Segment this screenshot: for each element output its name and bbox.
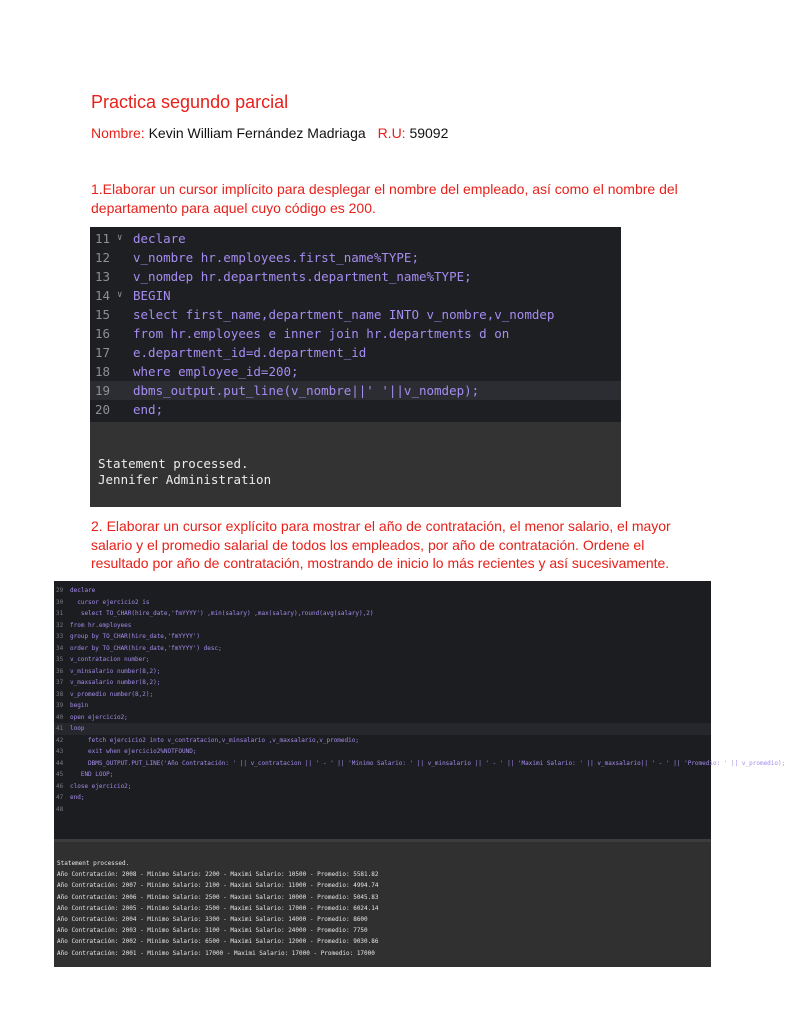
ru-value: 59092 [409, 125, 449, 141]
line-number: 30 [56, 598, 64, 606]
code-text: end; [70, 794, 85, 801]
code-line [54, 735, 711, 747]
code-line [54, 723, 711, 735]
question-1: 1.Elaborar un cursor implícito para desplegar el nombre del empleado, así como el nombre del departamento para aquel cuyo código es 200. [91, 181, 678, 216]
line-number: 32 [56, 621, 64, 629]
code-line [90, 324, 621, 343]
ru-label: R.U: [377, 125, 406, 141]
code-line [90, 362, 621, 381]
code-text: declare [70, 587, 96, 594]
line-number: 14 [95, 288, 111, 303]
code-line [54, 700, 711, 712]
output-line: Statement processed. [98, 456, 249, 471]
code-text: v_nomdep hr.departments.department_name%TYPE; [133, 269, 472, 284]
line-number: 12 [95, 250, 111, 265]
code-line [90, 343, 621, 362]
code-line [90, 305, 621, 324]
line-number: 33 [56, 633, 64, 640]
code-line [54, 769, 711, 781]
fold-chevron-icon: ∨ [117, 233, 123, 243]
output-line: Statement processed. [57, 860, 130, 867]
code-line [54, 758, 785, 770]
name-label: Nombre: [91, 125, 145, 141]
code-line [54, 712, 711, 724]
code-line [54, 804, 711, 816]
code-line [54, 792, 711, 804]
code-line [54, 654, 711, 666]
code-text: close ejercicio2; [70, 782, 132, 790]
code-text: declare [133, 231, 186, 246]
line-number: 41 [56, 725, 64, 732]
code-line [54, 689, 711, 701]
code-text: open ejercicio2; [70, 713, 128, 721]
code-text: v_maxsalario number(8,2); [70, 679, 161, 686]
line-number: 16 [95, 326, 111, 341]
code-line [90, 229, 621, 248]
line-number: 39 [56, 702, 64, 709]
student-info [91, 125, 448, 141]
code-line [54, 620, 711, 632]
line-number: 31 [56, 610, 64, 617]
name-value: Kevin William Fernández Madriaga [148, 125, 366, 141]
code-text: DBMS_OUTPUT.PUT_LINE('Año Contratación: ' || v_contratacion || ' - ' || 'Minimo Salario: ' || v_minsalario || ' - ' || 'Maximi Salario: ' || v_maxsalario|| ' - ' || 'Promedio: ' || v_promedio); [70, 759, 785, 767]
code-text: BEGIN [133, 288, 171, 303]
line-number: 46 [56, 782, 64, 790]
line-number: 15 [95, 307, 111, 322]
code-text: END LOOP; [70, 771, 114, 778]
code-line [54, 666, 711, 678]
code-text: fetch ejercicio2 into v_contratacion,v_minsalario ,v_maxsalario,v_promedio; [70, 736, 359, 744]
code-text: from hr.employees [70, 621, 132, 629]
code-line [54, 608, 711, 620]
question-2: 2. Elaborar un cursor explícito para mostrar el año de contratación, el menor salario, el mayor salario y el promedio salarial de todos los empleados, por año de contratación. Ordene el resultado por año de contratación, mostrando de inicio lo más recientes y así sucesivamente. [91, 518, 671, 571]
line-number: 42 [56, 736, 64, 744]
code-text: v_promedio number(8,2); [70, 690, 154, 698]
line-number: 47 [56, 794, 64, 801]
line-number: 37 [56, 679, 64, 686]
line-number: 19 [95, 383, 111, 398]
fold-chevron-icon: ∨ [117, 290, 123, 300]
code-text: order by TO_CHAR(hire_date,'fmYYYY') desc; [70, 644, 222, 652]
code-text: dbms_output.put_line(v_nombre||' '||v_nomdep); [133, 383, 480, 398]
line-number: 11 [95, 231, 111, 246]
output-line: Año Contratación: 2004 - Minimo Salario: 3300 - Maximi Salario: 14000 - Promedio: 8600 [57, 916, 368, 923]
line-number: 45 [56, 771, 64, 778]
code-line [90, 400, 621, 419]
output-line: Año Contratación: 2008 - Minimo Salario: 2200 - Maximi Salario: 10500 - Promedio: 5581.82 [57, 871, 379, 879]
line-number: 29 [56, 587, 64, 594]
code-text: v_contratacion number; [70, 656, 150, 663]
code-text: group by TO_CHAR(hire_date,'fmYYYY') [70, 633, 201, 640]
line-number: 48 [56, 805, 64, 813]
line-number: 43 [56, 748, 64, 755]
line-number: 18 [95, 364, 111, 379]
code-line [54, 677, 711, 689]
code-line [90, 286, 621, 305]
line-number: 13 [95, 269, 111, 284]
code-screenshot-1 [90, 227, 621, 507]
code-screenshot-2 [54, 581, 785, 967]
code-text: cursor ejercicio2 is [70, 598, 150, 606]
code-text: begin [70, 702, 89, 709]
line-number: 35 [56, 656, 64, 663]
output-line: Año Contratación: 2001 - Minimo Salario: 17000 - Maximi Salario: 17000 - Promedio: 17000 [57, 949, 375, 957]
code-text: exit when ejercicio2%NOTFOUND; [70, 748, 197, 755]
output-line: Jennifer Administration [98, 471, 272, 487]
code-text: v_nombre hr.employees.first_name%TYPE; [133, 250, 419, 265]
output-line: Año Contratación: 2007 - Minimo Salario: 2100 - Maximi Salario: 11000 - Promedio: 4994.74 [57, 882, 379, 890]
line-number: 38 [56, 690, 64, 698]
output-panel-1 [90, 422, 621, 507]
code-text: v_minsalario number(8,2); [70, 667, 161, 675]
code-editor-1 [90, 227, 621, 422]
code-line [54, 643, 711, 655]
code-text: select TO_CHAR(hire_date,'fmYYYY') ,min(salary) ,max(salary),round(avg(salary),2) [70, 610, 374, 617]
code-text: loop [70, 725, 85, 732]
document-title: Practica segundo parcial [91, 92, 289, 112]
code-line [54, 631, 711, 643]
code-line [54, 585, 711, 597]
output-line: Año Contratación: 2005 - Minimo Salario: 2500 - Maximi Salario: 17000 - Promedio: 6024.14 [57, 904, 379, 912]
code-line [90, 267, 621, 286]
code-text: end; [133, 402, 164, 417]
code-line [54, 781, 711, 793]
code-text: e.department_id=d.department_id [133, 345, 367, 360]
line-number: 44 [56, 759, 64, 767]
line-number: 40 [56, 713, 64, 721]
code-line [54, 746, 711, 758]
code-line [90, 248, 621, 267]
code-editor-2 [54, 581, 785, 839]
output-panel-2 [54, 842, 711, 967]
line-number: 17 [95, 345, 111, 360]
line-number: 20 [95, 402, 111, 417]
line-number: 36 [56, 667, 64, 675]
output-line: Año Contratación: 2003 - Minimo Salario: 3100 - Maximi Salario: 24000 - Promedio: 7750 [57, 927, 368, 935]
line-number: 34 [56, 644, 64, 652]
output-line: Año Contratación: 2006 - Minimo Salario: 2500 - Maximi Salario: 10000 - Promedio: 5045.83 [57, 893, 379, 901]
code-line [90, 381, 621, 400]
code-text: select first_name,department_name INTO v_nombre,v_nomdep [133, 307, 555, 322]
code-text: from hr.employees e inner join hr.departments d on [133, 326, 510, 341]
output-line: Año Contratación: 2002 - Minimo Salario: 6500 - Maximi Salario: 12000 - Promedio: 9030.86 [57, 938, 379, 946]
code-line [54, 597, 711, 609]
code-text: where employee_id=200; [133, 364, 299, 379]
